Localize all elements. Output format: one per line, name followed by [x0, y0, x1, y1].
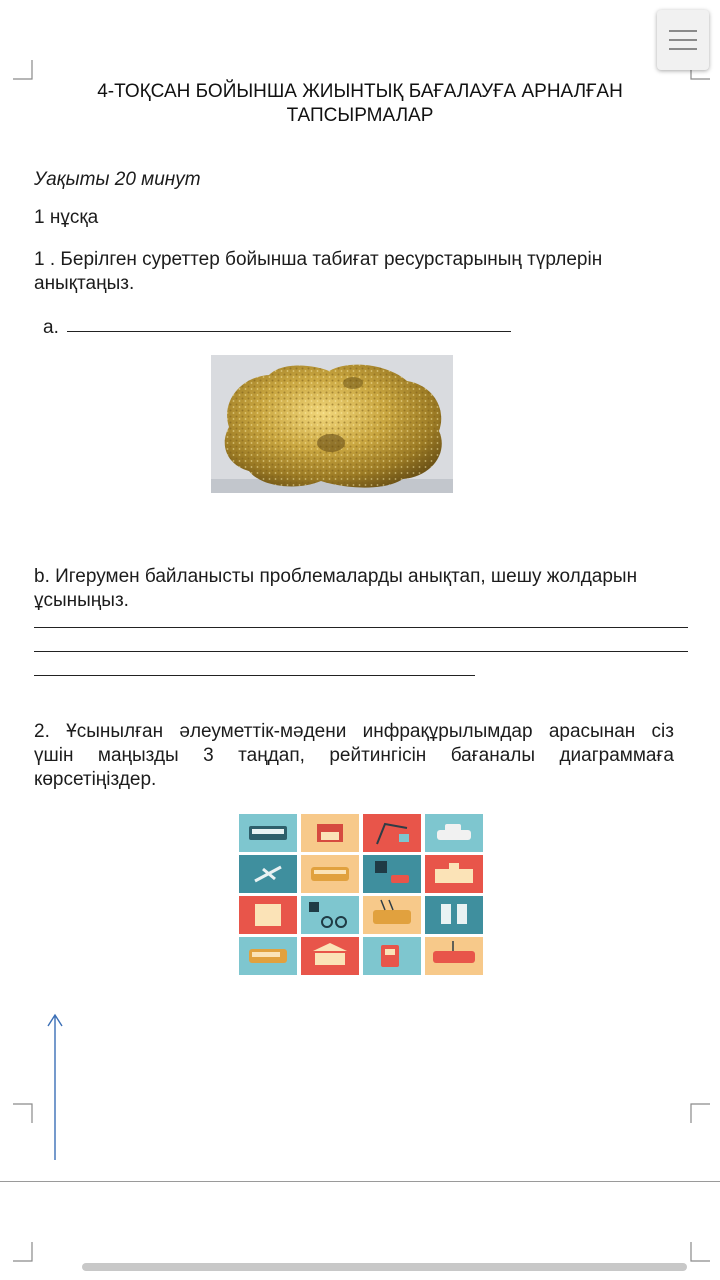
answer-line-b-3	[34, 675, 475, 676]
train-icon	[301, 855, 359, 893]
hamburger-icon-bar-3	[669, 48, 697, 50]
question-2	[34, 720, 674, 792]
infrastructure-tile	[301, 896, 359, 934]
time-limit: Уақыты 20 минут	[34, 169, 201, 190]
question-2-line-2: үшін маңызды 3 таңдап, рейтингісін бағаналы диаграммаға	[34, 745, 674, 766]
menu-button[interactable]	[657, 10, 709, 70]
shop-icon	[301, 814, 359, 852]
tram-icon	[425, 937, 483, 975]
item-b: b. Игерумен байланысты проблемаларды анықтап, шешу жолдарын ұсыныңыз.	[34, 566, 638, 611]
infrastructure-tile	[363, 814, 421, 852]
item-a-label: а.	[43, 317, 59, 338]
infrastructure-tile	[363, 937, 421, 975]
restroom-icon	[425, 896, 483, 934]
crane-icon	[363, 814, 421, 852]
school-bus-icon	[239, 937, 297, 975]
gold-nugget-image	[211, 355, 453, 493]
question-1: 1 . Берілген суреттер бойынша табиғат ресурстарының түрлерін анықтаңыз.	[34, 249, 603, 294]
infrastructure-tile	[301, 855, 359, 893]
cursor-arrow-icon	[46, 1012, 66, 1162]
variant-label: 1 нұсқа	[34, 207, 99, 228]
infrastructure-tile	[301, 937, 359, 975]
infrastructure-tile	[425, 855, 483, 893]
crop-mark-next-page-right	[690, 1242, 710, 1262]
bus-icon	[239, 814, 297, 852]
airplane-icon	[239, 855, 297, 893]
building-icon	[239, 896, 297, 934]
question-2-line-1: 2. Ұсынылған әлеуметтік-мәдени инфрақұрылымдар арасынан сіз	[34, 721, 674, 742]
fuel-station-icon	[363, 937, 421, 975]
infrastructure-tile	[425, 937, 483, 975]
infrastructure-tile	[363, 896, 421, 934]
crop-mark-bottom-right	[690, 1103, 710, 1123]
crop-mark-top-left	[13, 60, 33, 80]
infrastructure-tile	[425, 814, 483, 852]
infrastructure-tile	[239, 937, 297, 975]
infrastructure-tile	[363, 855, 421, 893]
crop-mark-next-page-left	[13, 1242, 33, 1262]
infrastructure-tile	[239, 855, 297, 893]
page-title-line-1: 4-ТОҚСАН БОЙЫНША ЖИЫНТЫҚ БАҒАЛАУҒА АРНАЛҒАН	[97, 81, 623, 102]
infrastructure-tile	[425, 896, 483, 934]
answer-line-b-2	[34, 651, 688, 652]
hamburger-icon-bar-1	[669, 30, 697, 32]
infrastructure-tile	[301, 814, 359, 852]
horizontal-scrollbar[interactable]	[82, 1263, 687, 1271]
answer-line-b-1	[34, 627, 688, 628]
station-icon	[425, 855, 483, 893]
taxi-icon	[425, 814, 483, 852]
page-title-line-2: ТАПСЫРМАЛАР	[286, 105, 434, 126]
infrastructure-tile	[239, 896, 297, 934]
question-2-line-3: көрсетіңіздер.	[34, 769, 157, 790]
crop-mark-bottom-left	[13, 1103, 33, 1123]
hamburger-icon-bar-2	[669, 39, 697, 41]
page-divider	[0, 1181, 720, 1182]
infrastructure-tile	[239, 814, 297, 852]
parking-icon	[363, 855, 421, 893]
page-title	[60, 80, 660, 128]
bike-parking-icon	[301, 896, 359, 934]
answer-line-a	[67, 331, 511, 332]
museum-icon	[301, 937, 359, 975]
infrastructure-grid-image	[239, 814, 483, 976]
trolleybus-icon	[363, 896, 421, 934]
